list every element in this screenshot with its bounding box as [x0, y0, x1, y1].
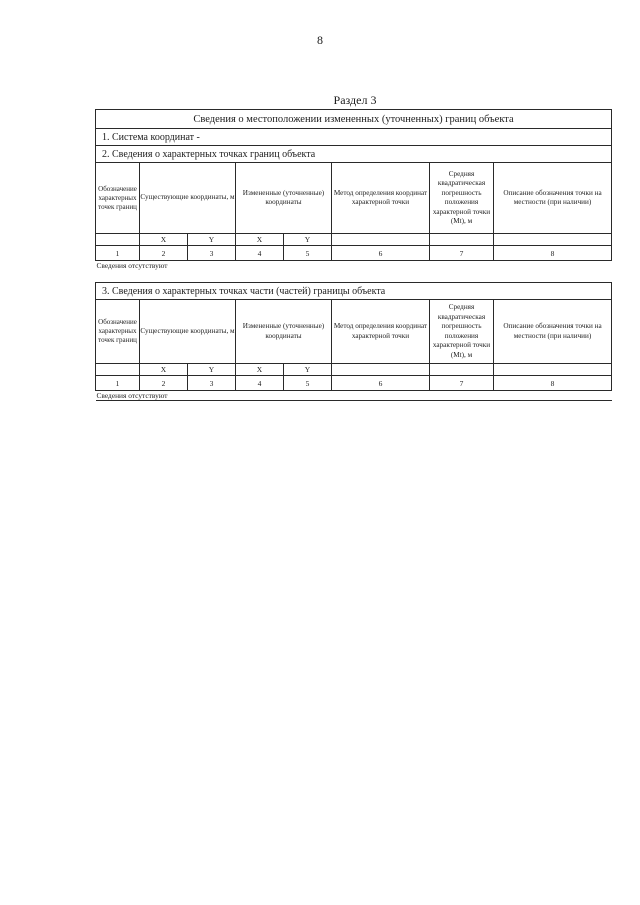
header-existing-coords: Существующие координаты, м	[140, 163, 236, 234]
column-number: 8	[494, 246, 612, 261]
column-number: 3	[188, 376, 236, 391]
xy-cell-empty	[96, 234, 140, 246]
column-number: 2	[140, 246, 188, 261]
column-number: 6	[332, 376, 430, 391]
header-error: Средняя квадратическая погрешность положения характерной точки (Mt), м	[430, 300, 494, 364]
xy-cell-empty	[332, 234, 430, 246]
header-description: Описание обозначения точки на местности (при наличии)	[494, 163, 612, 234]
header-designation: Обозначение характерных точек границ	[96, 163, 140, 234]
header-changed-coords: Измененные (уточненные) координаты	[236, 300, 332, 364]
axis-x-existing: X	[140, 234, 188, 246]
table-title: Сведения о местоположении измененных (уточненных) границ объекта	[96, 110, 612, 129]
header-method: Метод определения координат характерной точки	[332, 163, 430, 234]
header-description: Описание обозначения точки на местности (при наличии)	[494, 300, 612, 364]
axis-x-existing: X	[140, 364, 188, 376]
xy-cell-empty	[494, 364, 612, 376]
xy-cell-empty	[96, 364, 140, 376]
header-error: Средняя квадратическая погрешность положения характерной точки (Mt), м	[430, 163, 494, 234]
column-number: 8	[494, 376, 612, 391]
column-number: 6	[332, 246, 430, 261]
column-number: 7	[430, 246, 494, 261]
part3-title: 3. Сведения о характерных точках части (частей) границы объекта	[96, 283, 612, 300]
column-number: 7	[430, 376, 494, 391]
xy-cell-empty	[494, 234, 612, 246]
axis-y-changed: Y	[284, 234, 332, 246]
coord-system-line: 1. Система координат -	[96, 129, 612, 146]
section-title: Раздел 3	[333, 93, 377, 107]
column-number: 4	[236, 246, 284, 261]
no-data-note: Сведения отсутствуют	[96, 261, 612, 271]
no-data-note: Сведения отсутствуют	[96, 391, 612, 401]
axis-x-changed: X	[236, 234, 284, 246]
xy-cell-empty	[430, 364, 494, 376]
boundary-table-parts	[95, 282, 611, 401]
column-number: 2	[140, 376, 188, 391]
boundary-table-main	[95, 109, 611, 270]
header-method: Метод определения координат характерной точки	[332, 300, 430, 364]
column-number: 1	[96, 376, 140, 391]
header-designation: Обозначение характерных точек границ	[96, 300, 140, 364]
column-number: 5	[284, 246, 332, 261]
part2-title: 2. Сведения о характерных точках границ объекта	[96, 146, 612, 163]
axis-y-changed: Y	[284, 364, 332, 376]
xy-cell-empty	[430, 234, 494, 246]
axis-x-changed: X	[236, 364, 284, 376]
column-number: 5	[284, 376, 332, 391]
header-changed-coords: Измененные (уточненные) координаты	[236, 163, 332, 234]
xy-cell-empty	[332, 364, 430, 376]
axis-y-existing: Y	[188, 234, 236, 246]
column-number: 1	[96, 246, 140, 261]
column-number: 3	[188, 246, 236, 261]
column-number: 4	[236, 376, 284, 391]
header-existing-coords: Существующие координаты, м	[140, 300, 236, 364]
axis-y-existing: Y	[188, 364, 236, 376]
page-number: 8	[317, 33, 323, 47]
